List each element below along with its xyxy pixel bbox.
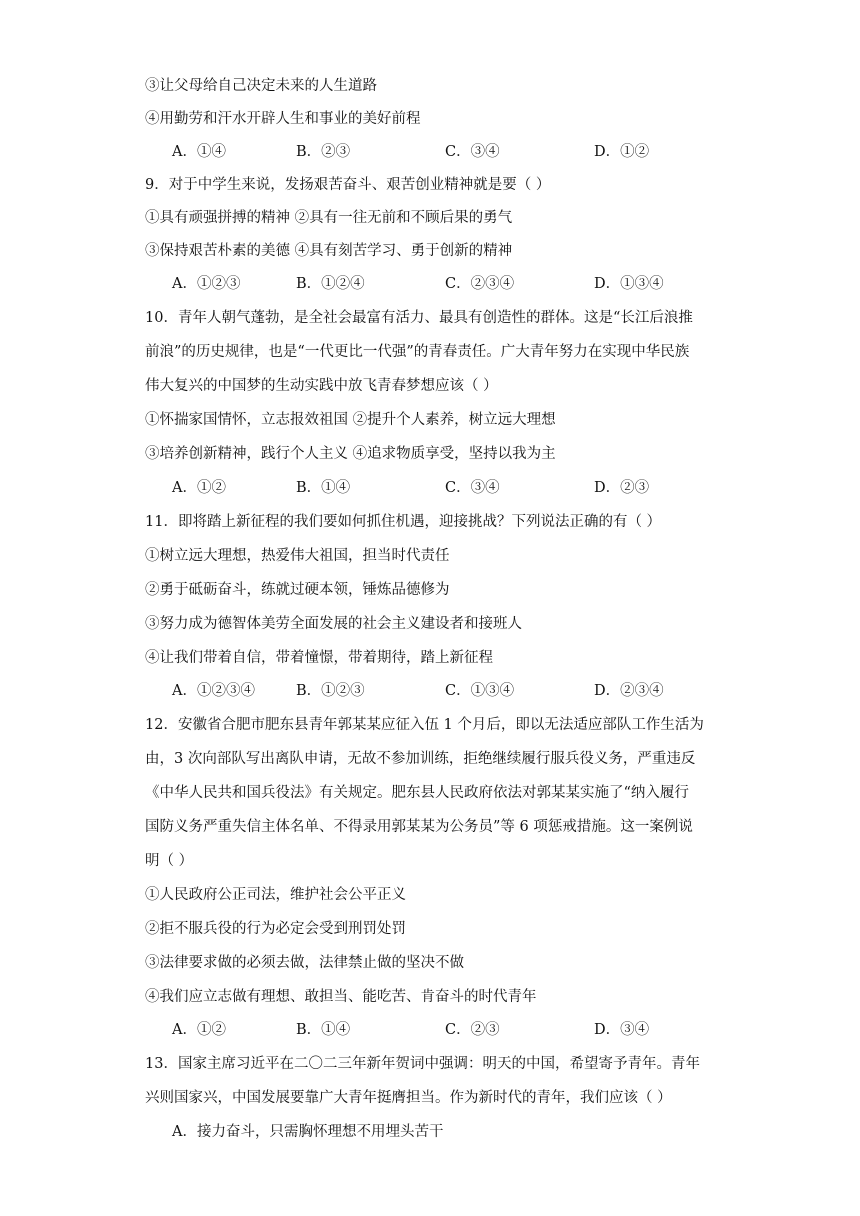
q10-statements-1: ①怀揣家国情怀，立志报效祖国 ②提升个人素养，树立远大理想 [145, 412, 556, 428]
q12-option-a[interactable]: A．①② [172, 1022, 226, 1038]
q11-option-b[interactable]: B．①②③ [296, 683, 365, 699]
q12-statement-2: ②拒不服兵役的行为必定会受到刑罚处罚 [145, 921, 406, 937]
q11-statement-1: ①树立远大理想，热爱伟大祖国，担当时代责任 [145, 548, 450, 564]
q12-option-c[interactable]: C．②③ [445, 1022, 500, 1038]
q10-question-line-2: 前浪”的历史规律，也是“一代更比一代强”的青春责任。广大青年努力在实现中华民族 [145, 344, 690, 360]
q8-option-a[interactable]: A．①④ [172, 144, 226, 160]
q10-option-c[interactable]: C．③④ [445, 480, 500, 496]
q11-statement-2: ②勇于砥砺奋斗，练就过硬本领，锤炼品德修为 [145, 582, 450, 598]
q12-question-line-1: 12．安徽省合肥市肥东县青年郭某某应征入伍 1 个月后，即以无法适应部队工作生活为 [145, 717, 704, 733]
q11-option-d[interactable]: D．②③④ [594, 683, 664, 699]
q12-question-line-4: 国防义务严重失信主体名单、不得录用郭某某为公务员”等 6 项惩戒措施。这一案例说 [145, 819, 693, 835]
q9-statements-1: ①具有顽强拼搏的精神 ②具有一往无前和不顾后果的勇气 [145, 210, 513, 226]
q12-question-line-5: 明（ ） [145, 853, 194, 869]
q12-option-d[interactable]: D．③④ [594, 1022, 650, 1038]
q11-option-c[interactable]: C．①③④ [445, 683, 515, 699]
q11-options [172, 681, 692, 701]
q11-question: 11．即将踏上新征程的我们要如何抓住机遇，迎接挑战？下列说法正确的有（ ） [145, 514, 662, 530]
q8-statement-3: ③让父母给自己决定未来的人生道路 [145, 78, 377, 94]
q8-option-d[interactable]: D．①② [594, 144, 650, 160]
q13-question-line-2: 兴则国家兴，中国发展要靠广大青年挺膺担当。作为新时代的青年，我们应该（ ） [145, 1090, 672, 1106]
q9-option-b[interactable]: B．①②④ [296, 276, 365, 292]
q12-statement-1: ①人民政府公正司法，维护社会公平正义 [145, 887, 406, 903]
q12-statement-3: ③法律要求做的必须去做，法律禁止做的坚决不做 [145, 955, 464, 971]
q11-statement-4: ④让我们带着自信，带着憧憬，带着期待，踏上新征程 [145, 650, 493, 666]
q10-option-d[interactable]: D．②③ [594, 480, 650, 496]
q8-options [172, 142, 692, 162]
q9-option-c[interactable]: C．②③④ [445, 276, 515, 292]
q10-question-line-1: 10．青年人朝气蓬勃，是全社会最富有活力、最具有创造性的群体。这是“长江后浪推 [145, 310, 693, 326]
q10-options [172, 478, 692, 498]
q9-options [172, 274, 692, 294]
q12-options [172, 1020, 692, 1040]
q8-statement-4: ④用勤劳和汗水开辟人生和事业的美好前程 [145, 111, 421, 127]
q10-question-line-3: 伟大复兴的中国梦的生动实践中放飞青春梦想应该（ ） [145, 378, 498, 394]
q13-option-a[interactable]: A．接力奋斗，只需胸怀理想不用埋头苦干 [172, 1124, 444, 1140]
q9-option-d[interactable]: D．①③④ [594, 276, 664, 292]
q10-option-a[interactable]: A．①② [172, 480, 226, 496]
q12-question-line-2: 由，3 次向部队写出离队申请，无故不参加训练，拒绝继续履行服兵役义务，严重违反 [145, 751, 696, 767]
q12-question-line-3: 《中华人民共和国兵役法》有关规定。肥东县人民政府依法对郭某某实施了“纳入履行 [145, 785, 689, 801]
q9-question: 9．对于中学生来说，发扬艰苦奋斗、艰苦创业精神就是要（ ） [145, 177, 551, 193]
q13-question-line-1: 13．国家主席习近平在二〇二三年新年贺词中强调：明天的中国，希望寄予青年。青年 [145, 1056, 700, 1072]
q10-statements-2: ③培养创新精神，践行个人主义 ④追求物质享受，坚持以我为主 [145, 446, 556, 462]
q11-option-a[interactable]: A．①②③④ [172, 683, 255, 699]
q12-option-b[interactable]: B．①④ [296, 1022, 351, 1038]
q9-statements-2: ③保持艰苦朴素的美德 ④具有刻苦学习、勇于创新的精神 [145, 243, 513, 259]
q9-option-a[interactable]: A．①②③ [172, 276, 241, 292]
q10-option-b[interactable]: B．①④ [296, 480, 351, 496]
q12-statement-4: ④我们应立志做有理想、敢担当、能吃苦、肯奋斗的时代青年 [145, 989, 537, 1005]
q11-statement-3: ③努力成为德智体美劳全面发展的社会主义建设者和接班人 [145, 616, 522, 632]
q8-option-c[interactable]: C．③④ [445, 144, 500, 160]
q8-option-b[interactable]: B．②③ [296, 144, 351, 160]
